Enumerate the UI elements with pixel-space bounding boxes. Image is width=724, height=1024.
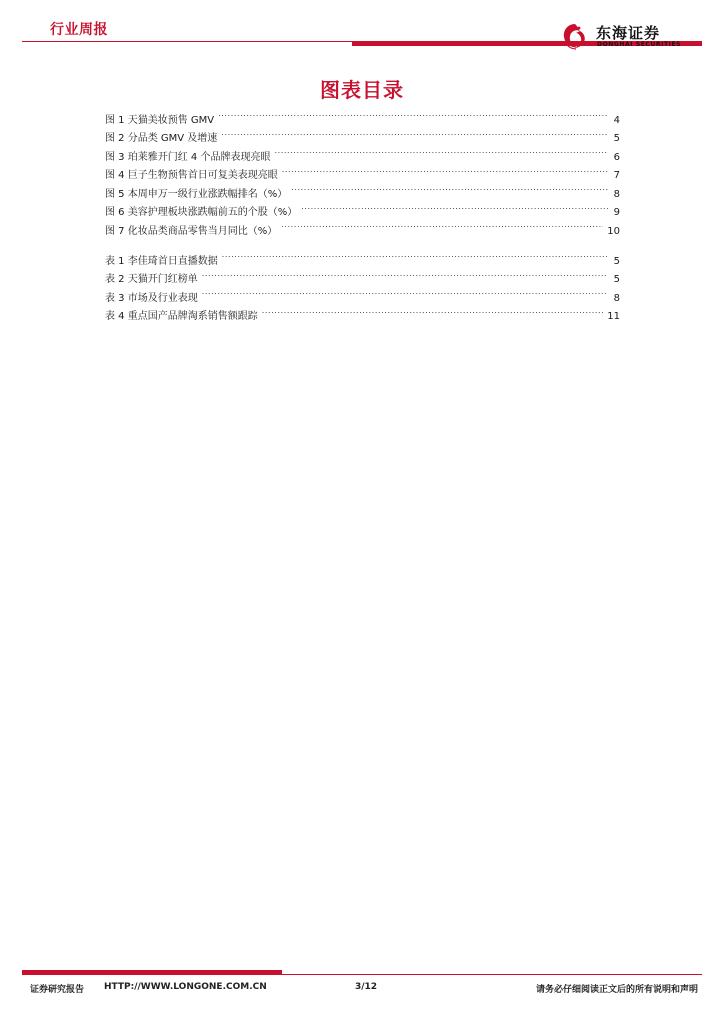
logo-company-name-cn: 东海证券 [596,24,661,42]
table-entry-page: 5 [613,274,620,285]
table-entry-label: 表 4 重点国产品牌淘系销售额跟踪 [105,311,258,322]
table-entry[interactable] [105,245,620,267]
figure-entry-page: 8 [613,188,620,200]
dot-leader [202,282,608,301]
figure-entry-page: 7 [613,170,620,181]
figure-entry-label: 图 5 本周申万一级行业涨跌幅排名（%） [105,188,288,200]
table-entry-label: 表 3 市场及行业表现 [105,292,198,304]
dot-leader [282,160,608,179]
dot-leader [291,178,608,197]
figure-entry-page: 6 [613,151,620,163]
table-entry-page: 5 [613,255,620,267]
dot-leader [274,141,608,160]
table-entry-label: 表 2 天猫开门红榜单 [105,274,198,285]
figure-entry-page: 4 [613,114,620,126]
table-entry-label: 表 1 李佳琦首日直播数据 [105,255,218,267]
footer-report-type: 证券研究报告 [30,985,85,995]
report-type-label: 行业周报 [50,22,108,38]
figure-entry[interactable] [105,104,620,126]
dot-leader [301,197,608,216]
footer-page-number: 3/12 [355,982,378,992]
table-entry-page: 11 [607,311,620,322]
figure-entry-label: 图 4 巨子生物预售首日可复美表现亮眼 [105,170,278,181]
figure-entry-label: 图 3 珀莱雅开门红 4 个品牌表现亮眼 [105,151,271,163]
dot-leader [262,301,604,320]
figure-entry-page: 10 [607,225,620,237]
figure-entry-label: 图 1 天猫美妆预售 GMV [105,114,215,126]
table-list [105,245,620,322]
figure-entry-label: 图 6 美容护理板块涨跌幅前五的个股（%） [105,207,298,218]
figure-list [105,104,620,237]
figure-entry-label: 图 7 化妆品类商品零售当月同比（%） [105,225,278,237]
figure-entry-page: 9 [613,207,620,218]
dot-leader [202,264,608,283]
figure-entry-page: 5 [613,133,620,144]
company-logo [560,21,705,51]
page-title: 图表目录 [320,78,404,102]
dot-leader [218,104,608,123]
dot-leader [222,245,608,264]
logo-company-name-en: DONGHAI SECURITIES [597,41,682,48]
figure-entry-label: 图 2 分品类 GMV 及增速 [105,133,218,144]
dot-leader [221,123,608,142]
footer-disclaimer: 请务必仔细阅读正文后的所有说明和声明 [535,985,698,995]
dragon-logo-icon [560,21,590,51]
dot-leader [281,215,603,234]
table-entry-page: 8 [613,292,620,304]
footer-website-link[interactable]: HTTP://WWW.LONGONE.COM.CN [104,982,267,992]
footer-divider [22,974,702,975]
